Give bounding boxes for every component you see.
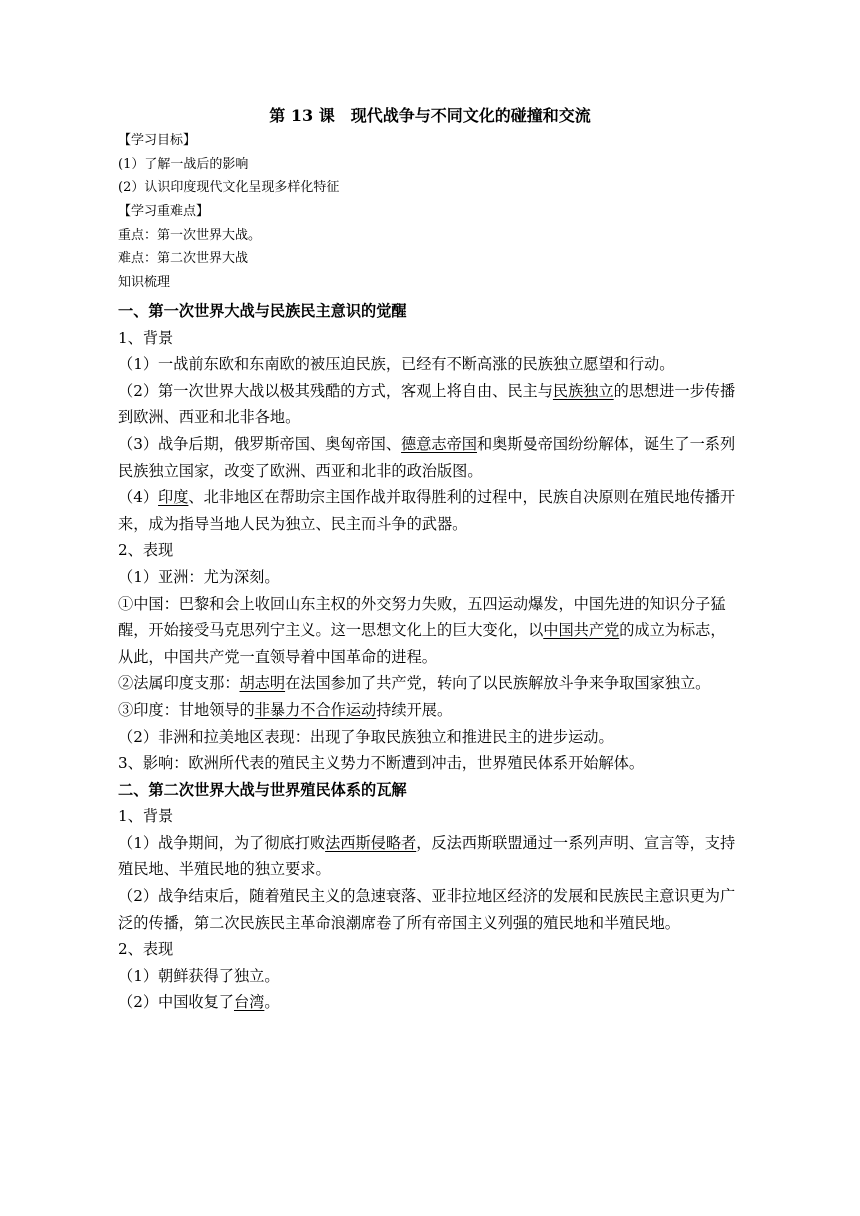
objectives-heading: 【学习目标】 (118, 133, 197, 148)
underlined-term: 民族独立 (552, 381, 614, 400)
underlined-term: 中国共产党 (543, 621, 620, 640)
document-body (118, 298, 738, 1016)
paragraph: ①中国：巴黎和会上收回山东主权的外交努力失败，五四运动爆发，中国先进的知识分子猛醒，开始接受马克思列宁主义。这一思想文化上的巨大变化，以中国共产党的成立为标志，从此，中国共产党一直领导着中国革命的进程。 (118, 594, 726, 666)
underlined-term: 法西斯侵略者 (325, 833, 417, 852)
underlined-term: 德意志帝国 (401, 434, 477, 453)
knowledge-label: 知识梳理 (118, 275, 171, 290)
difficult-point: 难点：第二次世界大战 (118, 251, 249, 266)
paragraph: 3、影响：欧洲所代表的殖民主义势力不断遭到冲击，世界殖民体系开始解体。 (118, 754, 645, 773)
subsection-label: 1、背景 (118, 807, 174, 826)
paragraph: （1）战争期间，为了彻底打败法西斯侵略者，反法西斯联盟通过一系列声明、宣言等，支持殖民地、半殖民地的独立要求。 (118, 833, 736, 879)
paragraph: （1）朝鲜获得了独立。 (118, 966, 280, 985)
subsection-label: 1、背景 (118, 328, 174, 347)
paragraph: （2）第一次世界大战以极其残酷的方式，客观上将自由、民主与民族独立的思想进一步传播到欧洲、西亚和北非各地。 (118, 381, 736, 427)
underlined-term: 非暴力不合作运动 (254, 700, 377, 719)
paragraph: （4）印度、北非地区在帮助宗主国作战并取得胜利的过程中，民族自决原则在殖民地传播开来，成为指导当地人民为独立、民主而斗争的武器。 (118, 488, 736, 533)
section-heading: 二、第二次世界大战与世界殖民体系的瓦解 (118, 780, 407, 799)
underlined-term: 印度 (158, 488, 189, 507)
objective-item-2: (2）认识印度现代文化呈现多样化特征 (118, 180, 340, 195)
paragraph: （3）战争后期，俄罗斯帝国、奥匈帝国、德意志帝国和奥斯曼帝国纷纷解体，诞生了一系列民族独立国家，改变了欧洲、西亚和北非的政治版图。 (118, 434, 736, 480)
paragraph: （2）战争结束后，随着殖民主义的急速衰落、亚非拉地区经济的发展和民族民主意识更为广泛的传播，第二次民族民主革命浪潮席卷了所有帝国主义列强的殖民地和半殖民地。 (118, 887, 736, 932)
subsection-label: 2、表现 (118, 541, 174, 560)
section-heading: 一、第一次世界大战与民族民主意识的觉醒 (118, 302, 407, 320)
key-point: 重点：第一次世界大战。 (118, 228, 262, 243)
paragraph: （1）亚洲：尤为深刻。 (118, 567, 280, 586)
underlined-term: 台湾 (233, 993, 265, 1012)
page-title: 第 13 课 现代战争与不同文化的碰撞和交流 (269, 106, 591, 125)
paragraph: ②法属印度支那：胡志明在法国参加了共产党，转向了以民族解放斗争来争取国家独立。 (118, 674, 711, 693)
objective-item-1: (1）了解一战后的影响 (118, 157, 249, 172)
paragraph: （2）非洲和拉美地区表现：出现了争取民族独立和推进民主的进步运动。 (118, 727, 614, 746)
keypoints-heading: 【学习重难点】 (118, 204, 210, 219)
underlined-term: 胡志明 (239, 674, 286, 693)
paragraph: （1）一战前东欧和东南欧的被压迫民族，已经有不断高涨的民族独立愿望和行动。 (118, 355, 675, 374)
subsection-label: 2、表现 (118, 940, 174, 959)
paragraph: ③印度：甘地领导的非暴力不合作运动持续开展。 (118, 700, 453, 719)
paragraph: （2）中国收复了台湾。 (118, 993, 280, 1012)
